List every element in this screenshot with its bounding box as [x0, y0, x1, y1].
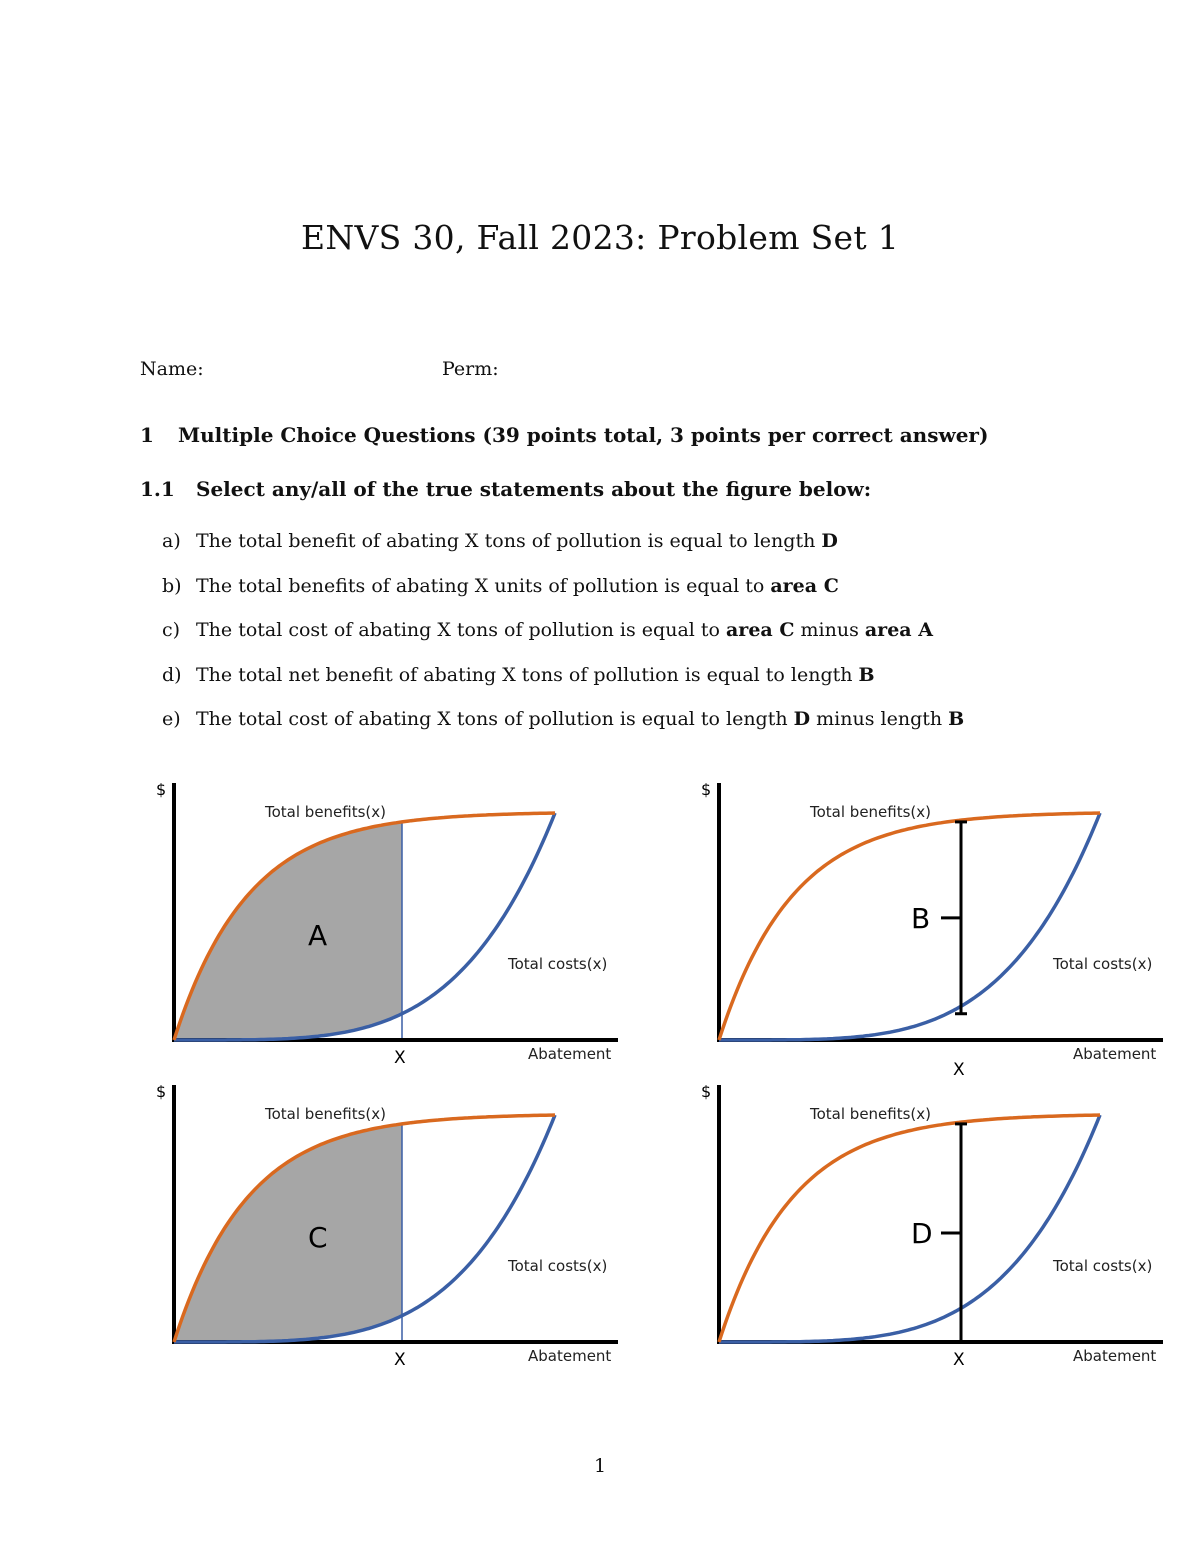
option-text-part: The total net benefit of abating X tons of pollution is equal to length — [196, 663, 859, 686]
page-title: ENVS 30, Fall 2023: Problem Set 1 — [300, 218, 899, 257]
option-a[interactable] — [162, 530, 964, 575]
section-heading — [140, 423, 988, 447]
benefits-label: Total benefits(x) — [265, 803, 387, 821]
x-marker-label: X — [394, 1350, 406, 1370]
benefits-label: Total benefits(x) — [265, 1105, 387, 1123]
option-text-part: minus length — [810, 708, 949, 730]
option-c[interactable] — [162, 619, 964, 664]
y-axis-label: $ — [701, 1082, 712, 1101]
y-axis-label: $ — [156, 780, 167, 799]
option-letter: b) — [162, 574, 182, 597]
figure-panel-c — [150, 1077, 620, 1377]
question-number: 1.1 — [140, 477, 175, 501]
total-costs-curve — [719, 1115, 1100, 1342]
x-marker-label: X — [953, 1060, 965, 1075]
x-axis-label: Abatement — [1073, 1347, 1157, 1365]
shaded-area — [174, 822, 402, 1040]
option-letter: e) — [162, 708, 181, 730]
region-label-A: A — [308, 919, 328, 952]
option-text-part: B — [948, 708, 965, 730]
option-text-part: minus — [794, 619, 865, 641]
costs-label: Total costs(x) — [508, 955, 608, 973]
option-text-part: area C — [726, 619, 795, 641]
region-label-C: C — [308, 1221, 328, 1254]
option-text-part: The total benefits of abating X units of pollution is equal to — [196, 574, 771, 597]
option-text-part: The total cost of abating X tons of pollution is equal to length — [196, 708, 794, 730]
x-marker-label: X — [953, 1350, 965, 1370]
section-text: Multiple Choice Questions (39 points total, 3 points per correct answer) — [178, 423, 989, 447]
x-marker-label: X — [394, 1048, 406, 1068]
question-heading — [140, 477, 871, 501]
option-e[interactable] — [162, 708, 964, 753]
option-text-part: B — [858, 663, 875, 686]
option-text-part: The total cost of abating X tons of pollution is equal to — [196, 619, 726, 641]
x-axis-label: Abatement — [1073, 1045, 1157, 1063]
region-label-B: B — [911, 901, 931, 935]
page-number: 1 — [593, 1455, 607, 1477]
option-b[interactable] — [162, 575, 964, 620]
total-costs-curve — [719, 813, 1100, 1040]
option-text-part: D — [793, 708, 811, 730]
option-text-part: The total benefit of abating X tons of pollution is equal to length — [196, 530, 822, 552]
x-axis-label: Abatement — [528, 1347, 612, 1365]
answer-options — [162, 530, 964, 753]
option-d[interactable] — [162, 664, 964, 709]
costs-label: Total costs(x) — [508, 1257, 608, 1275]
option-letter: c) — [162, 619, 181, 641]
costs-label: Total costs(x) — [1053, 1257, 1153, 1275]
figure-panel-d — [695, 1077, 1165, 1377]
option-text-part: D — [821, 530, 838, 552]
benefits-label: Total benefits(x) — [810, 803, 932, 821]
option-letter: d) — [162, 663, 182, 686]
shaded-area — [174, 1124, 402, 1342]
figure-panel-a — [150, 775, 620, 1075]
option-text-part: area A — [864, 619, 933, 641]
figure-panel-b — [695, 775, 1165, 1075]
y-axis-label: $ — [701, 780, 712, 799]
costs-label: Total costs(x) — [1053, 955, 1153, 973]
section-number: 1 — [140, 423, 154, 447]
benefits-label: Total benefits(x) — [810, 1105, 932, 1123]
region-label-D: D — [911, 1216, 933, 1250]
name-field-label: Name: — [140, 358, 204, 380]
option-letter: a) — [162, 530, 181, 552]
question-text: Select any/all of the true statements about the figure below: — [196, 477, 872, 501]
perm-field-label: Perm: — [442, 358, 499, 380]
y-axis-label: $ — [156, 1082, 167, 1101]
x-axis-label: Abatement — [528, 1045, 612, 1063]
option-text-part: area C — [770, 574, 839, 597]
